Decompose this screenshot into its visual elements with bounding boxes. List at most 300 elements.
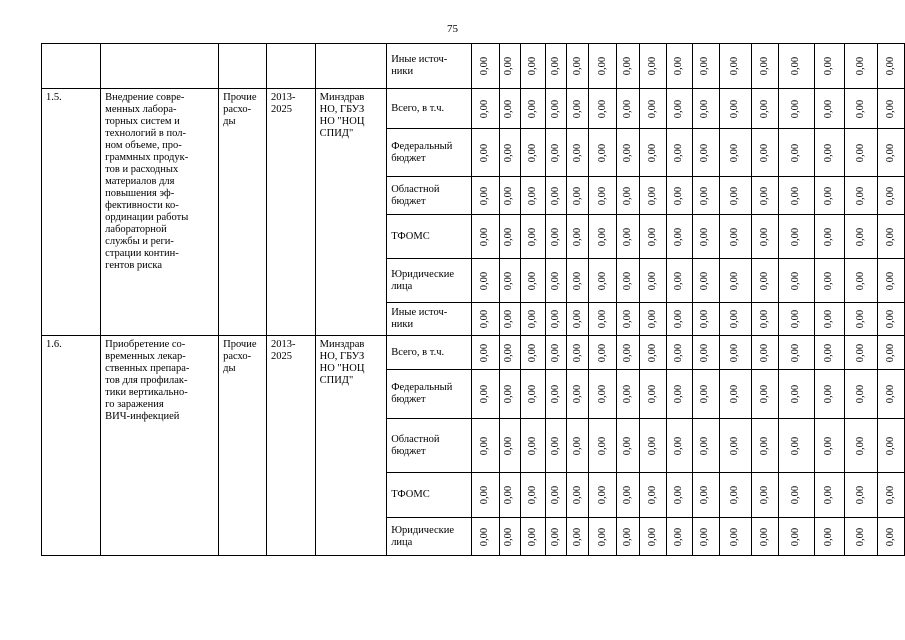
funding-source-label: Всего, в т.ч. <box>391 346 445 358</box>
value-text: 0,00 <box>855 99 867 118</box>
value-cell <box>719 370 752 419</box>
value-cell <box>471 473 499 518</box>
value-cell <box>567 177 589 215</box>
value-text: 0,00 <box>729 99 741 118</box>
table-row <box>42 89 905 129</box>
executor <box>315 89 387 336</box>
value-cell <box>546 303 567 336</box>
value-text: 0,00 <box>885 271 896 290</box>
funding-source <box>387 336 472 370</box>
value-cell <box>752 215 779 259</box>
value-text: 0,00 <box>622 527 634 546</box>
value-text: 0,00 <box>527 485 539 505</box>
value-text: 0,00 <box>571 309 583 329</box>
value-text: 0,00 <box>550 343 562 362</box>
value-text: 0,00 <box>479 436 491 455</box>
value-cell <box>779 89 815 129</box>
value-cell <box>752 473 779 518</box>
funding-source <box>387 473 472 518</box>
value-cell <box>814 177 845 215</box>
value-cell <box>471 370 499 419</box>
value-cell <box>640 473 667 518</box>
value-text: 0,00 <box>646 485 658 505</box>
period <box>266 89 315 336</box>
value-text: 0,00 <box>646 527 658 546</box>
value-text: 0,00 <box>673 384 685 404</box>
item-number <box>42 44 101 89</box>
value-text: 0,00 <box>823 436 835 455</box>
value-text: 0,00 <box>479 186 491 205</box>
value-cell <box>845 303 878 336</box>
value-cell <box>546 473 567 518</box>
value-cell <box>845 129 878 177</box>
value-text: 0,00 <box>571 186 583 205</box>
funding-source-label: ТФОМС <box>391 489 430 500</box>
value-text: 0,00 <box>596 527 608 546</box>
value-text: 0,00 <box>596 271 608 290</box>
value-text: 0,00 <box>646 227 658 246</box>
value-cell <box>666 336 692 370</box>
value-cell <box>617 303 640 336</box>
value-text: 0,00 <box>885 436 896 455</box>
value-cell <box>719 259 752 303</box>
value-text: 0,00 <box>729 527 741 546</box>
value-text: 0,00 <box>699 309 711 329</box>
value-text: 0,00 <box>571 343 583 362</box>
value-text: 0,00 <box>729 436 741 455</box>
value-cell <box>814 44 845 89</box>
value-text: 0,00 <box>699 56 711 76</box>
value-text: 0,00 <box>596 343 608 362</box>
value-text: 0,00 <box>699 227 711 246</box>
value-cell <box>845 89 878 129</box>
value-text: 0,00 <box>527 271 539 290</box>
value-text: 0,00 <box>673 309 685 329</box>
value-text: 0,00 <box>885 343 896 362</box>
value-cell <box>499 303 520 336</box>
value-cell <box>617 89 640 129</box>
value-cell <box>546 129 567 177</box>
value-text: 0,00 <box>759 436 771 455</box>
value-text: 0,00 <box>823 485 835 505</box>
value-cell <box>878 89 905 129</box>
value-cell <box>617 419 640 473</box>
value-cell <box>546 89 567 129</box>
funding-source <box>387 303 472 336</box>
value-cell <box>499 419 520 473</box>
expense-type-text: Прочие расхо- ды <box>223 339 257 374</box>
value-cell <box>845 177 878 215</box>
value-text: 0,00 <box>759 186 771 205</box>
item-name <box>101 336 219 556</box>
value-text: 0,00 <box>596 56 608 76</box>
value-cell <box>666 44 692 89</box>
value-cell <box>845 215 878 259</box>
value-text: 0,00 <box>596 227 608 246</box>
value-text: 0,00 <box>550 56 562 76</box>
value-cell <box>692 518 719 556</box>
funding-source-label: Иные источ- ники <box>391 54 448 77</box>
value-text: 0,00 <box>622 309 634 329</box>
value-text: 0,00 <box>759 343 771 362</box>
value-text: 0,00 <box>571 271 583 290</box>
value-text: 0,00 <box>759 309 771 329</box>
value-text: 0,00 <box>622 227 634 246</box>
value-text: 0,00 <box>503 343 515 362</box>
value-cell <box>499 473 520 518</box>
value-text: 0,00 <box>790 143 802 162</box>
value-cell <box>779 177 815 215</box>
value-text: 0,00 <box>855 309 867 329</box>
value-cell <box>471 44 499 89</box>
value-cell <box>779 44 815 89</box>
value-text: 0,00 <box>622 271 634 290</box>
value-text: 0,00 <box>823 227 835 246</box>
value-cell <box>878 473 905 518</box>
value-cell <box>692 177 719 215</box>
value-text: 0,00 <box>790 271 802 290</box>
value-text: 0,00 <box>823 527 835 546</box>
item-number <box>42 336 101 556</box>
value-text: 0,00 <box>823 99 835 118</box>
value-cell <box>719 129 752 177</box>
value-text: 0,00 <box>646 99 658 118</box>
value-cell <box>692 44 719 89</box>
value-text: 0,00 <box>855 527 867 546</box>
value-cell <box>640 518 667 556</box>
value-cell <box>546 370 567 419</box>
value-text: 0,00 <box>479 384 491 404</box>
value-text: 0,00 <box>855 186 867 205</box>
value-text: 0,00 <box>596 186 608 205</box>
value-text: 0,00 <box>503 186 515 205</box>
value-text: 0,00 <box>759 56 771 76</box>
value-text: 0,00 <box>571 436 583 455</box>
value-text: 0,00 <box>646 143 658 162</box>
value-text: 0,00 <box>885 384 896 404</box>
value-text: 0,00 <box>823 143 835 162</box>
value-cell <box>878 215 905 259</box>
value-text: 0,00 <box>571 99 583 118</box>
value-text: 0,00 <box>673 143 685 162</box>
value-cell <box>779 518 815 556</box>
value-text: 0,00 <box>622 485 634 505</box>
value-text: 0,00 <box>790 227 802 246</box>
value-cell <box>567 129 589 177</box>
value-cell <box>779 370 815 419</box>
value-text: 0,00 <box>790 56 802 76</box>
value-cell <box>617 518 640 556</box>
value-cell <box>589 215 617 259</box>
value-text: 0,00 <box>729 343 741 362</box>
value-cell <box>640 129 667 177</box>
value-text: 0,00 <box>479 271 491 290</box>
value-cell <box>567 370 589 419</box>
value-cell <box>666 89 692 129</box>
expense-type <box>219 44 267 89</box>
value-cell <box>640 259 667 303</box>
value-text: 0,00 <box>673 186 685 205</box>
value-text: 0,00 <box>699 485 711 505</box>
value-cell <box>499 44 520 89</box>
value-cell <box>471 419 499 473</box>
value-text: 0,00 <box>699 384 711 404</box>
value-text: 0,00 <box>855 384 867 404</box>
value-text: 0,00 <box>550 527 562 546</box>
value-text: 0,00 <box>550 384 562 404</box>
value-cell <box>589 259 617 303</box>
value-cell <box>617 370 640 419</box>
value-text: 0,00 <box>550 485 562 505</box>
value-text: 0,00 <box>527 384 539 404</box>
value-text: 0,00 <box>699 99 711 118</box>
value-cell <box>589 336 617 370</box>
value-cell <box>617 44 640 89</box>
value-cell <box>752 303 779 336</box>
value-cell <box>520 129 546 177</box>
value-cell <box>499 518 520 556</box>
value-text: 0,00 <box>646 271 658 290</box>
value-text: 0,00 <box>503 436 515 455</box>
value-text: 0,00 <box>503 309 515 329</box>
value-text: 0,00 <box>622 143 634 162</box>
value-text: 0,00 <box>855 343 867 362</box>
value-cell <box>617 336 640 370</box>
value-cell <box>546 177 567 215</box>
value-cell <box>719 303 752 336</box>
value-cell <box>546 419 567 473</box>
value-cell <box>567 259 589 303</box>
value-cell <box>719 473 752 518</box>
value-text: 0,00 <box>855 56 867 76</box>
value-cell <box>814 473 845 518</box>
value-cell <box>719 419 752 473</box>
value-text: 0,00 <box>759 271 771 290</box>
value-cell <box>752 177 779 215</box>
value-cell <box>520 303 546 336</box>
value-text: 0,00 <box>527 436 539 455</box>
value-cell <box>640 336 667 370</box>
value-cell <box>567 215 589 259</box>
value-text: 0,00 <box>596 436 608 455</box>
executor <box>315 336 387 556</box>
value-text: 0,00 <box>527 309 539 329</box>
value-cell <box>471 303 499 336</box>
value-text: 0,00 <box>503 227 515 246</box>
value-text: 0,00 <box>790 436 802 455</box>
value-text: 0,00 <box>646 436 658 455</box>
value-cell <box>520 177 546 215</box>
value-cell <box>692 215 719 259</box>
value-cell <box>692 419 719 473</box>
value-text: 0,00 <box>729 384 741 404</box>
funding-source-label: Юридические лица <box>391 268 455 292</box>
value-cell <box>589 129 617 177</box>
value-text: 0,00 <box>622 186 634 205</box>
value-cell <box>499 259 520 303</box>
value-text: 0,00 <box>646 384 658 404</box>
value-text: 0,00 <box>855 227 867 246</box>
value-text: 0,00 <box>527 186 539 205</box>
value-cell <box>814 129 845 177</box>
value-cell <box>471 259 499 303</box>
value-text: 0,00 <box>479 99 491 118</box>
value-cell <box>640 177 667 215</box>
value-text: 0,00 <box>699 527 711 546</box>
value-cell <box>546 259 567 303</box>
value-cell <box>589 44 617 89</box>
value-text: 0,00 <box>729 485 741 505</box>
value-text: 0,00 <box>550 271 562 290</box>
value-text: 0,00 <box>571 143 583 162</box>
value-text: 0,00 <box>759 143 771 162</box>
funding-source <box>387 518 472 556</box>
value-text: 0,00 <box>823 56 835 76</box>
value-text: 0,00 <box>699 186 711 205</box>
value-cell <box>520 259 546 303</box>
value-cell <box>814 419 845 473</box>
value-cell <box>692 89 719 129</box>
value-text: 0,00 <box>479 143 491 162</box>
value-cell <box>814 215 845 259</box>
funding-source <box>387 370 472 419</box>
value-text: 0,00 <box>673 485 685 505</box>
value-text: 0,00 <box>759 485 771 505</box>
value-text: 0,00 <box>571 384 583 404</box>
value-cell <box>666 177 692 215</box>
value-cell <box>499 177 520 215</box>
value-text: 0,00 <box>790 485 802 505</box>
value-text: 0,00 <box>503 56 515 76</box>
executor-text: Минздрав НО, ГБУЗ НО "НОЦ СПИД" <box>319 92 365 139</box>
value-text: 0,00 <box>790 309 802 329</box>
period-text: 2013- 2025 <box>270 339 296 362</box>
value-text: 0,00 <box>855 436 867 455</box>
value-cell <box>752 129 779 177</box>
value-cell <box>845 44 878 89</box>
value-text: 0,00 <box>646 186 658 205</box>
value-text: 0,00 <box>550 186 562 205</box>
value-cell <box>779 215 815 259</box>
funding-source-label: Юридические лица <box>391 524 455 548</box>
value-cell <box>520 89 546 129</box>
value-cell <box>666 129 692 177</box>
page-number: 75 <box>447 23 458 35</box>
item-number-text: 1.6. <box>46 339 62 350</box>
value-text: 0,00 <box>646 56 658 76</box>
funding-source-label: ТФОМС <box>391 230 430 242</box>
item-name-text: Приобретение со- временных лекар- ственных препара- тов для профилак- тики вертикально- го заражения ВИЧ-инфекцией <box>105 339 190 422</box>
value-cell <box>640 303 667 336</box>
value-cell <box>878 336 905 370</box>
value-cell <box>567 473 589 518</box>
value-cell <box>471 336 499 370</box>
executor <box>315 44 387 89</box>
value-cell <box>845 336 878 370</box>
value-cell <box>546 215 567 259</box>
value-cell <box>814 303 845 336</box>
value-cell <box>752 259 779 303</box>
value-text: 0,00 <box>673 527 685 546</box>
value-text: 0,00 <box>596 485 608 505</box>
value-cell <box>520 215 546 259</box>
value-text: 0,00 <box>699 343 711 362</box>
item-number <box>42 89 101 336</box>
value-cell <box>692 370 719 419</box>
value-text: 0,00 <box>527 143 539 162</box>
value-cell <box>666 259 692 303</box>
value-text: 0,00 <box>571 485 583 505</box>
period <box>266 44 315 89</box>
funding-source-label: Федеральный бюджет <box>391 140 453 164</box>
funding-source-label: Областной бюджет <box>391 183 440 207</box>
item-name <box>101 44 219 89</box>
value-cell <box>666 370 692 419</box>
item-name-text: Внедрение совре- менных лабора- торных систем и технологий в пол- ном объеме, про- граммных продук- тов и расходных материалов для повышения эф- фективности ко- ординации работы лабораторной службы и реги- страции контин- гентов риска <box>105 92 189 271</box>
funding-source-label: Иные источ- ники <box>391 307 448 330</box>
value-cell <box>878 370 905 419</box>
value-text: 0,00 <box>527 99 539 118</box>
value-cell <box>499 129 520 177</box>
item-number-text: 1.5. <box>46 92 62 103</box>
value-text: 0,00 <box>550 436 562 455</box>
value-text: 0,00 <box>790 384 802 404</box>
value-text: 0,00 <box>479 309 491 329</box>
value-cell <box>617 259 640 303</box>
value-cell <box>752 419 779 473</box>
value-cell <box>752 336 779 370</box>
table-row <box>42 44 905 89</box>
value-cell <box>499 370 520 419</box>
value-cell <box>878 259 905 303</box>
value-text: 0,00 <box>823 309 835 329</box>
value-cell <box>692 303 719 336</box>
value-cell <box>520 370 546 419</box>
value-text: 0,00 <box>885 143 896 162</box>
value-text: 0,00 <box>673 271 685 290</box>
value-text: 0,00 <box>673 227 685 246</box>
value-text: 0,00 <box>550 143 562 162</box>
value-text: 0,00 <box>550 227 562 246</box>
value-text: 0,00 <box>759 227 771 246</box>
value-cell <box>878 419 905 473</box>
value-cell <box>845 259 878 303</box>
value-cell <box>692 473 719 518</box>
funding-source <box>387 129 472 177</box>
funding-source <box>387 259 472 303</box>
value-cell <box>814 89 845 129</box>
value-cell <box>546 44 567 89</box>
value-cell <box>567 89 589 129</box>
value-cell <box>878 177 905 215</box>
value-cell <box>567 336 589 370</box>
value-cell <box>719 177 752 215</box>
value-text: 0,00 <box>527 527 539 546</box>
value-cell <box>692 259 719 303</box>
funding-source-label: Федеральный бюджет <box>391 382 453 405</box>
value-cell <box>814 259 845 303</box>
value-cell <box>589 419 617 473</box>
value-cell <box>779 303 815 336</box>
value-cell <box>719 44 752 89</box>
value-cell <box>589 473 617 518</box>
value-text: 0,00 <box>503 527 515 546</box>
value-text: 0,00 <box>479 56 491 76</box>
value-text: 0,00 <box>479 343 491 362</box>
value-text: 0,00 <box>823 271 835 290</box>
value-text: 0,00 <box>622 99 634 118</box>
value-text: 0,00 <box>885 527 896 546</box>
